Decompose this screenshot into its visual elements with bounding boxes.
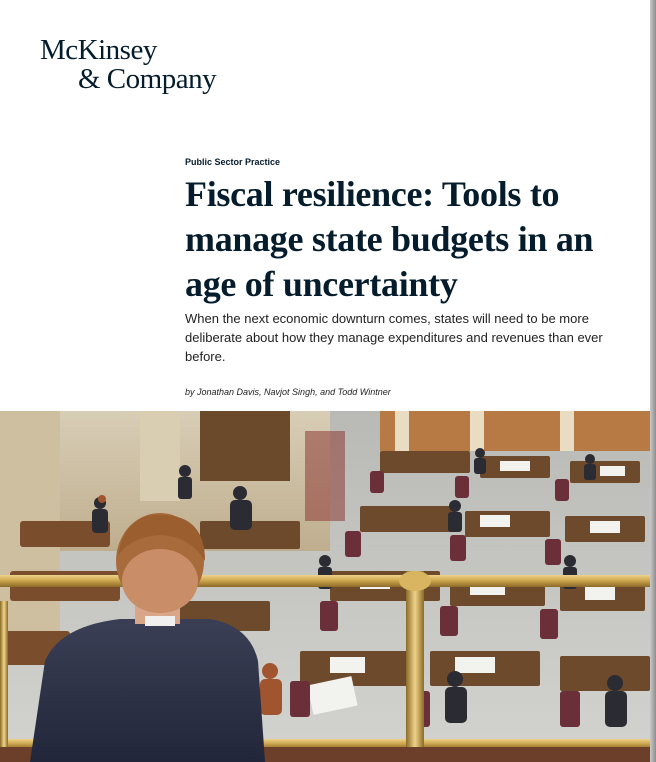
page-edge-shadow	[650, 0, 656, 762]
author-byline: by Jonathan Davis, Navjot Singh, and Todd Wintner	[185, 387, 391, 397]
logo-line-2: & Company	[78, 63, 217, 95]
article-subtitle: When the next economic downturn comes, states will need to be more deliberate about how they manage expenditures and revenues than ever before.	[185, 311, 603, 364]
mckinsey-logo	[40, 36, 216, 94]
article-title: Fiscal resilience: Tools to manage state budgets in an age of uncertainty	[185, 174, 594, 304]
logo-line-1: McKinsey	[40, 34, 157, 66]
practice-label: Public Sector Practice	[185, 157, 281, 167]
legislative-chamber-photo	[0, 411, 650, 762]
